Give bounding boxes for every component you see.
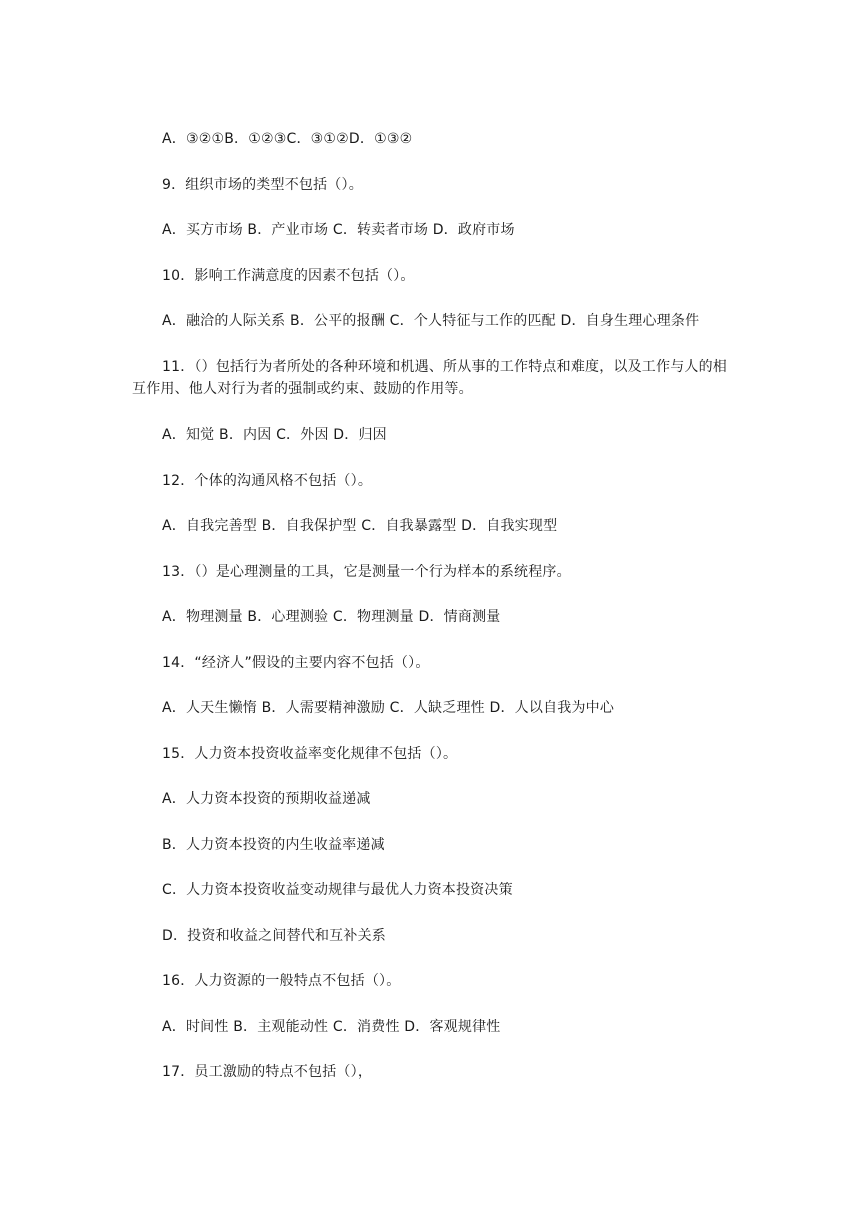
answer-options-q13: A．物理测量 B．心理测验 C．物理测量 D．情商测量	[162, 609, 501, 625]
question-9: 9．组织市场的类型不包括（）。	[162, 176, 363, 193]
answer-options-q14: A．人天生懒惰 B．人需要精神激励 C．人缺乏理性 D．人以自我为中心	[162, 700, 615, 716]
question-10: 10．影响工作满意度的因素不包括（）。	[162, 267, 415, 284]
question-15: 15．人力资本投资收益率变化规律不包括（）。	[162, 745, 458, 762]
answer-option-q15-a: A．人力资本投资的预期收益递减	[162, 791, 371, 807]
question-13: 13．（）是心理测量的工具，它是测量一个行为样本的系统程序。	[162, 563, 571, 580]
question-12: 12．个体的沟通风格不包括（）。	[162, 472, 373, 489]
question-16: 16．人力资源的一般特点不包括（）。	[162, 973, 401, 989]
answer-options-q9: A．买方市场 B．产业市场 C．转卖者市场 D．政府市场	[162, 222, 515, 238]
answer-options-q10: A．融洽的人际关系 B．公平的报酬 C．个人特征与工作的匹配 D．自身生理心理条件	[162, 313, 700, 329]
question-11: 11．（）包括行为者所处的各种环境和机遇、所从事的工作特点和难度，以及工作与人的相互作用、他人对行为者的强制或约束、鼓励的作用等。	[132, 358, 728, 397]
answer-option-q15-d: D．投资和收益之间替代和互补关系	[162, 927, 386, 944]
answer-options-q8: A．③②①B．①②③C．③①②D．①③②	[162, 131, 413, 147]
question-14: 14．“经济人”假设的主要内容不包括（）。	[162, 654, 430, 671]
answer-options-q11: A．知觉 B．内因 C．外因 D．归因	[162, 427, 387, 443]
answer-options-q12: A．自我完善型 B．自我保护型 C．自我暴露型 D．自我实现型	[162, 518, 558, 534]
answer-option-q15-c: C．人力资本投资收益变动规律与最优人力资本投资决策	[162, 882, 513, 898]
document-body	[132, 128, 736, 1107]
answer-options-q16: A．时间性 B．主观能动性 C．消费性 D．客观规律性	[162, 1018, 501, 1035]
answer-option-q15-b: B．人力资本投资的内生收益率递减	[162, 836, 385, 853]
question-17: 17．员工激励的特点不包括（），	[162, 1064, 373, 1080]
